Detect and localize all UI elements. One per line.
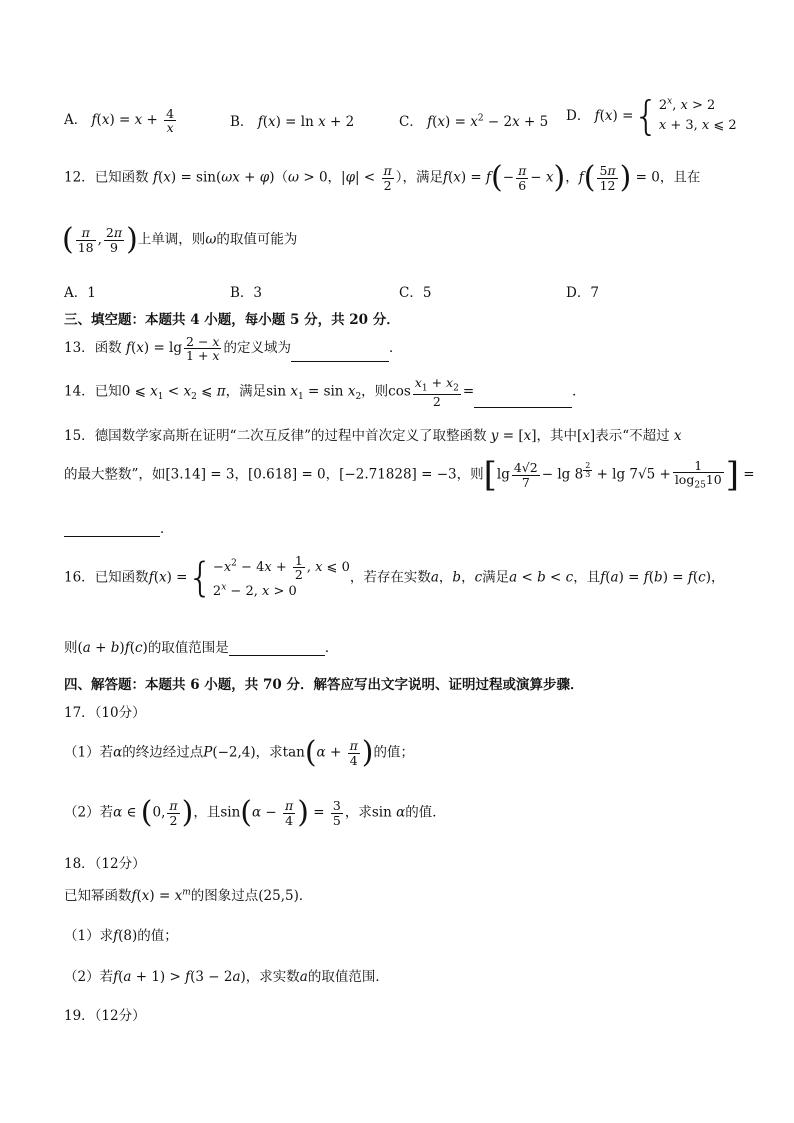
q16-line2: 则(a + b)f(c)的取值范围是 ． [64,640,339,656]
q15-line2: 的最大整数”，如[3.14] = 3，[0.618] = 0，[−2.71828] = −3，则[lg $\frac{4√2}{7}$ − lg 8 $^{\frac{2}{3}}$ + lg 7√5 + $\frac{1}{\log_{25}10}$ ] = [64,455,755,495]
q12-text: ），满足 [395,169,443,186]
q17-text: ，求 [344,804,372,821]
q15-text: ，其中 [536,428,578,444]
q12-text: ， [327,169,342,186]
q16-line1: 16．已知函数$f(x) =\{-x^2 - 4x$ + $\frac{1}{2}$ , x ⩽ 0 $2^x - 2$, x > 0，若存在实数a，b，c满足a < b < c，且f(a) = f(b) = f(c)， [64,553,725,601]
q18-text: （1）求 [64,928,114,944]
q15-text: 的最大整数”，如 [64,466,166,483]
q12-text: （ [274,169,289,186]
q12-text: ， [565,169,579,186]
q15-text: ，则 [456,466,484,483]
q16-text: ． [324,640,339,656]
q12-stem-line2: ( $\frac{\pi}{18}$ , $\frac{2\pi}{9}$ )上单调，则ω的取值可能为 [62,222,298,257]
q18-head: 18．（12分） [64,856,146,872]
q13-text: ． [388,340,403,357]
section-4-heading: 四、解答题：本题共 6 小题，共 70 分．解答应写出文字说明、证明过程或演算步骤． [64,677,584,693]
q14-text: ． [572,383,586,400]
q11-option-b: B． f(x) = ln x + 2 [230,114,355,130]
answer-blank[interactable] [229,641,325,656]
answer-blank[interactable] [474,393,572,408]
q17-text: （2）若 [64,804,114,821]
q14-text: ，则 [361,383,389,400]
q18-text: 的值； [137,928,178,944]
q12-text: ，且在 [659,169,701,186]
q18-text: 的图象过点 [190,888,259,904]
q18-text: 的取值范围． [307,969,389,985]
q11-option-a: A． f(x) = x + $\frac{4}{x}$ [64,106,175,136]
q17-text: 的值． [405,804,446,821]
option-letter: A． [64,112,88,129]
q18-text: （2）若 [64,969,114,985]
q13-text: 函数 [94,340,122,357]
option-letter: B． [230,114,254,130]
q17-text: 的终边经过点 [122,744,204,761]
q18-part2: （2）若f(a + 1) > f(3 − 2a)，求实数a的取值范围． [64,969,389,985]
q15-line1: 15．德国数学家高斯在证明“二次互反律”的过程中首次定义了取整函数 y = [x]，其中[x]表示“不超过 x [64,428,682,444]
q11-option-c: C． $f(x) = x^2 - 2x + 5$ [399,113,549,130]
q14-text: ，满足 [225,383,267,400]
option-letter: D． [566,107,591,124]
question-number: 14． [64,383,95,400]
q17-text: （1）若 [64,744,114,761]
q12-option-a: A．1 [64,285,96,301]
q16-text: 已知函数 [94,569,149,586]
q18-text: 已知幂函数 [64,888,132,904]
q16-text: 则 [64,640,78,656]
q15-text: 德国数学家高斯在证明“二次互反律”的过程中首次定义了取整函数 [94,428,487,444]
q19-head: 19．（12分） [64,1008,146,1024]
q17-part2: （2）若α ∈ (0, $\frac{\pi}{2}$ )，且sin(α − $\frac{\pi}{4}$ ) = $\frac{3}{5}$ ，求sin α的值． [64,795,446,830]
q14: 14．已知0 ⩽ $x_1 < x_2$ ⩽ π，满足$\sin x_1 = \sin x_2$，则cos $\frac{x_1 + x_2}{2}$ = ． [64,375,586,409]
q13-text: 的定义域为 [223,340,291,357]
q17-part1: （1）若α的终边经过点P(−2,4)，求tan(α + $\frac{\pi}{4}$ )的值； [64,735,414,770]
question-number: 15． [64,428,95,444]
q12-stem: 12．已知函数 f(x) = sin(ωx + φ)（ω > 0，|φ| < $\frac{\pi}{2}$ ），满足f(x) = f(− $\frac{\pi}{6}$ − x)，f( $\frac{5\pi}{12}$ ) = 0，且在 [64,160,701,195]
q18-part1: （1）求f(8)的值； [64,928,178,944]
q12-option-d: D．7 [566,285,599,301]
q12-text: 的取值可能为 [216,231,298,248]
q17-text: 的值； [373,744,414,761]
q12-option-b: B．3 [230,285,263,301]
q12-option-c: C．5 [399,285,432,301]
q18-text: ，求实数 [245,969,300,985]
question-number: 13． [64,340,95,357]
q14-text: 已知 [94,383,122,400]
q18-stem: 已知幂函数$f(x) = x^m$的图象过点(25,5)． [64,887,313,904]
option-letter: C． [399,114,423,130]
q13: 13．函数 f(x) = lg $\frac{2 - x}{1 + x}$ 的定义域为 ． [64,334,403,364]
q16-text: ，若存在实数 [349,569,431,586]
q12-text: 已知函数 [94,169,149,186]
q15-text: ． [160,521,174,537]
q17-text: ，且 [193,804,221,821]
q17-text: ，求 [255,744,283,761]
q17-head: 17．（10分） [64,705,146,721]
section-3-heading: 三、填空题：本题共 4 小题，每小题 5 分，共 20 分． [64,312,400,328]
answer-blank[interactable] [64,522,160,537]
q15-answer-line [64,517,174,537]
q16-text: 的取值范围是 [147,640,229,656]
q18-text: ． [298,888,313,904]
question-number: 16． [64,569,95,586]
q16-text: ，且 [573,569,601,586]
q16-text: 满足 [482,569,510,586]
q15-text: 表示“不超过 [595,428,670,444]
q12-text: 上单调，则 [137,231,206,248]
question-number: 12． [64,169,95,186]
q11-option-d: D． $f(x) =\{2^x$, x > 2 x + 3, x ⩽ 2 [566,93,737,140]
answer-blank[interactable] [291,347,389,362]
